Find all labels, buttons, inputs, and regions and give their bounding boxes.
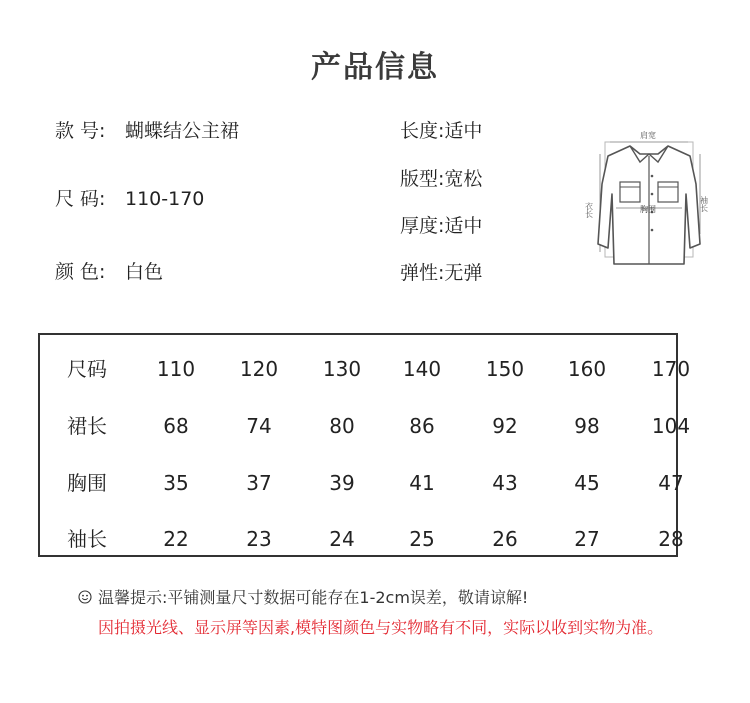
row-header: 胸围 (67, 471, 107, 495)
table-cell: 104 (651, 414, 691, 438)
table-cell: 98 (574, 414, 600, 438)
row-header: 裙长 (67, 414, 107, 438)
table-cell: 35 (163, 471, 189, 495)
info-label: 尺 码: (55, 188, 106, 210)
info-row-size (55, 184, 204, 211)
sleeve-label: 袖长 (699, 196, 709, 212)
table-cell: 160 (567, 357, 607, 381)
table-cell: 26 (492, 527, 518, 551)
table-cell: 80 (329, 414, 355, 438)
info-row-color (55, 257, 163, 284)
info-row-style (55, 116, 239, 143)
table-row (40, 341, 691, 397)
shoulder-label: 肩宽 (640, 131, 656, 140)
spec-elasticity: 弹性:无弹 (400, 262, 483, 284)
table-cell: 28 (658, 527, 684, 551)
info-label: 款 号: (55, 120, 106, 142)
size-table (38, 333, 691, 557)
table-cell: 140 (402, 357, 442, 381)
spec-length: 长度:适中 (400, 120, 483, 142)
table-cell: 92 (492, 414, 518, 438)
measurement-note (78, 585, 528, 608)
info-value: 白色 (125, 261, 164, 283)
length-label: 衣长 (584, 202, 594, 218)
table-row (40, 455, 684, 511)
table-row (40, 398, 691, 454)
shirt-measure-diagram (578, 124, 718, 274)
table-cell: 39 (329, 471, 355, 495)
table-cell: 110 (156, 357, 196, 381)
spec-thickness: 厚度:适中 (400, 215, 483, 237)
table-cell: 86 (409, 414, 435, 438)
table-cell: 120 (239, 357, 279, 381)
table-cell: 45 (574, 471, 600, 495)
table-cell: 150 (485, 357, 525, 381)
info-label: 颜 色: (55, 261, 106, 283)
table-row (40, 511, 684, 567)
table-cell: 68 (163, 414, 189, 438)
row-header: 尺码 (67, 357, 107, 381)
spec-fit: 版型:宽松 (400, 168, 483, 190)
table-cell: 23 (246, 527, 272, 551)
table-cell: 43 (492, 471, 518, 495)
table-cell: 37 (246, 471, 272, 495)
note-text: 温馨提示:平铺测量尺寸数据可能存在1-2cm误差，敬请谅解! (98, 588, 529, 607)
color-disclaimer: 因拍摄光线、显示屏等因素,模特图颜色与实物略有不同，实际以收到实物为准。 (98, 618, 664, 637)
table-cell: 25 (409, 527, 435, 551)
table-cell: 22 (163, 527, 189, 551)
chest-label: 胸围 (640, 205, 656, 214)
table-cell: 27 (574, 527, 600, 551)
table-cell: 130 (322, 357, 362, 381)
table-cell: 170 (651, 357, 691, 381)
page-title: 产品信息 (311, 50, 439, 85)
table-cell: 41 (409, 471, 435, 495)
table-cell: 74 (246, 414, 272, 438)
smile-icon (78, 590, 92, 604)
info-value: 蝴蝶结公主裙 (125, 120, 240, 142)
row-header: 袖长 (67, 527, 107, 551)
info-value: 110-170 (125, 188, 205, 210)
table-cell: 24 (329, 527, 355, 551)
table-cell: 47 (658, 471, 684, 495)
